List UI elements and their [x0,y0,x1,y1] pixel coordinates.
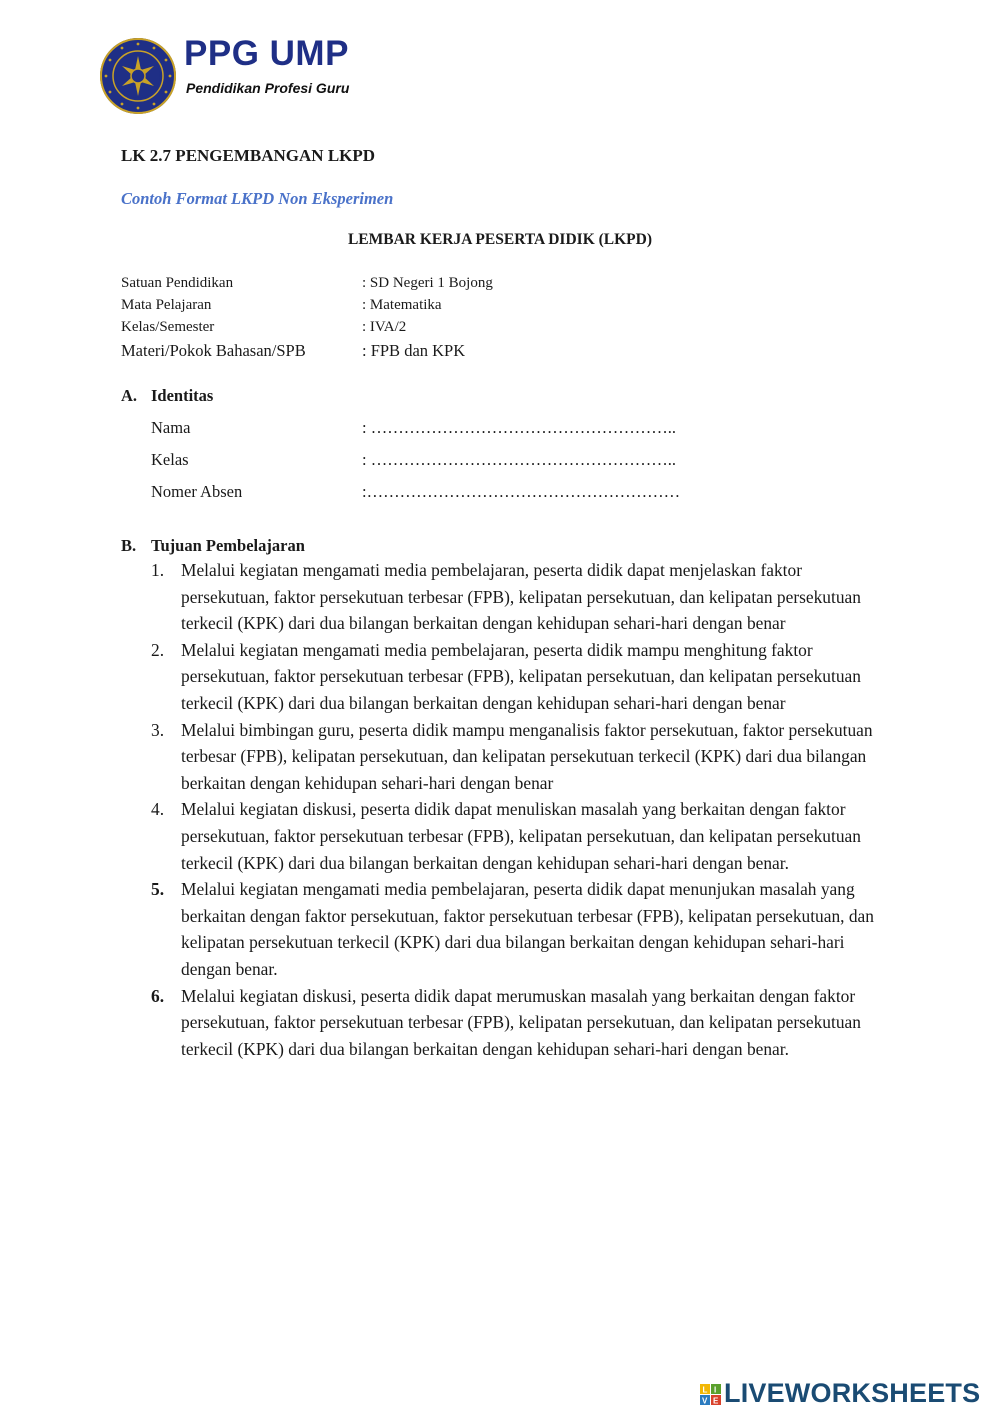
info-value: : FPB dan KPK [362,341,466,360]
item-number: 2. [151,639,165,660]
identity-label: Nomer Absen [151,482,243,501]
list-item [121,637,881,717]
info-value: : Matematika [362,297,442,313]
item-text: Melalui kegiatan diskusi, peserta didik dapat merumuskan masalah yang berkaitan dengan faktor persekutuan, faktor persekutuan terbesar (FPB), kelipatan persekutuan, dan kelipatan persekutuan terkecil (KPK) dari dua bilangan berkaitan dengan kehidupan sehari-hari dengan benar. [181,985,861,1059]
item-number: 3. [151,719,165,740]
identity-fill-line[interactable]: : ……………………………………………….. [362,418,676,437]
section-letter: A. [121,386,138,405]
svg-text:L: L [702,1385,708,1395]
liveworksheets-watermark [700,1378,992,1408]
lkpd-title: LEMBAR KERJA PESERTA DIDIK (LKPD) [347,231,653,248]
section-title: Identitas [151,386,214,405]
learning-objectives-list [121,557,881,1062]
item-text: Melalui kegiatan mengamati media pembelajaran, peserta didik mampu menghitung faktor persekutuan, faktor persekutuan terbesar (FPB), kelipatan persekutuan, dan kelipatan persekutuan terkecil (KPK) dari dua bilangan berkaitan dengan kehidupan sehari-hari dengan benar [181,639,861,713]
item-text: Melalui kegiatan mengamati media pembelajaran, peserta didik dapat menjelaskan faktor persekutuan, faktor persekutuan terbesar (FPB), kelipatan persekutuan, dan kelipatan persekutuan terkecil (KPK) dari dua bilangan berkaitan dengan kehidupan sehari-hari dengan benar [181,560,861,634]
logo-subtitle: Pendidikan Profesi Guru [186,80,350,96]
identity-fill-line[interactable]: :………………………………………………… [362,482,681,501]
list-item [121,876,881,982]
info-label: Satuan Pendidikan [121,275,234,291]
identity-fill-line[interactable]: : ……………………………………………….. [362,450,676,469]
item-text: Melalui kegiatan diskusi, peserta didik dapat menuliskan masalah yang berkaitan dengan faktor persekutuan, faktor persekutuan terbesar (FPB), kelipatan persekutuan, dan kelipatan persekutuan terkecil (KPK) dari dua bilangan berkaitan dengan kehidupan sehari-hari dengan benar. [181,799,861,873]
identity-label: Kelas [151,450,189,469]
info-value: : IVA/2 [362,319,407,335]
info-label: Materi/Pokok Bahasan/SPB [121,341,306,360]
section-letter: B. [121,536,137,555]
item-number: 1. [151,560,165,580]
svg-text:V: V [702,1396,708,1406]
document-title: LK 2.7 PENGEMBANGAN LKPD [121,146,376,165]
logo-title: PPG UMP [184,34,349,73]
item-number: 4. [151,799,165,820]
svg-text:E: E [713,1396,719,1406]
svg-text:I: I [714,1385,717,1395]
liveworksheets-badge-icon [700,1384,722,1406]
list-item [121,983,881,1063]
item-number: 5. [151,879,165,900]
identity-label: Nama [151,418,191,437]
info-label: Kelas/Semester [121,319,215,335]
item-number: 6. [151,985,165,1006]
section-title: Tujuan Pembelajaran [151,536,305,555]
document-subtitle: Contoh Format LKPD Non Eksperimen [121,189,394,208]
item-text: Melalui bimbingan guru, peserta didik mampu menganalisis faktor persekutuan, faktor persekutuan terbesar (FPB), kelipatan persekutuan, dan kelipatan persekutuan terkecil (KPK) dari dua bilangan berkaitan dengan kehidupan sehari-hari dengan benar [181,719,873,793]
info-label: Mata Pelajaran [121,297,212,313]
item-text: Melalui kegiatan mengamati media pembelajaran, peserta didik dapat menunjukan masalah yang berkaitan dengan faktor persekutuan, faktor persekutuan terbesar (FPB), kelipatan persekutuan, dan kelipatan persekutuan terkecil (KPK) dari dua bilangan berkaitan dengan kehidupan sehari-hari dengan benar. [181,879,874,979]
university-seal-icon [98,36,178,116]
list-item [121,717,881,797]
info-value: : SD Negeri 1 Bojong [362,275,493,291]
ppg-ump-logo [98,36,398,112]
list-item [121,796,881,876]
watermark-text: LIVEWORKSHEETS [724,1378,981,1408]
list-item [121,557,881,637]
